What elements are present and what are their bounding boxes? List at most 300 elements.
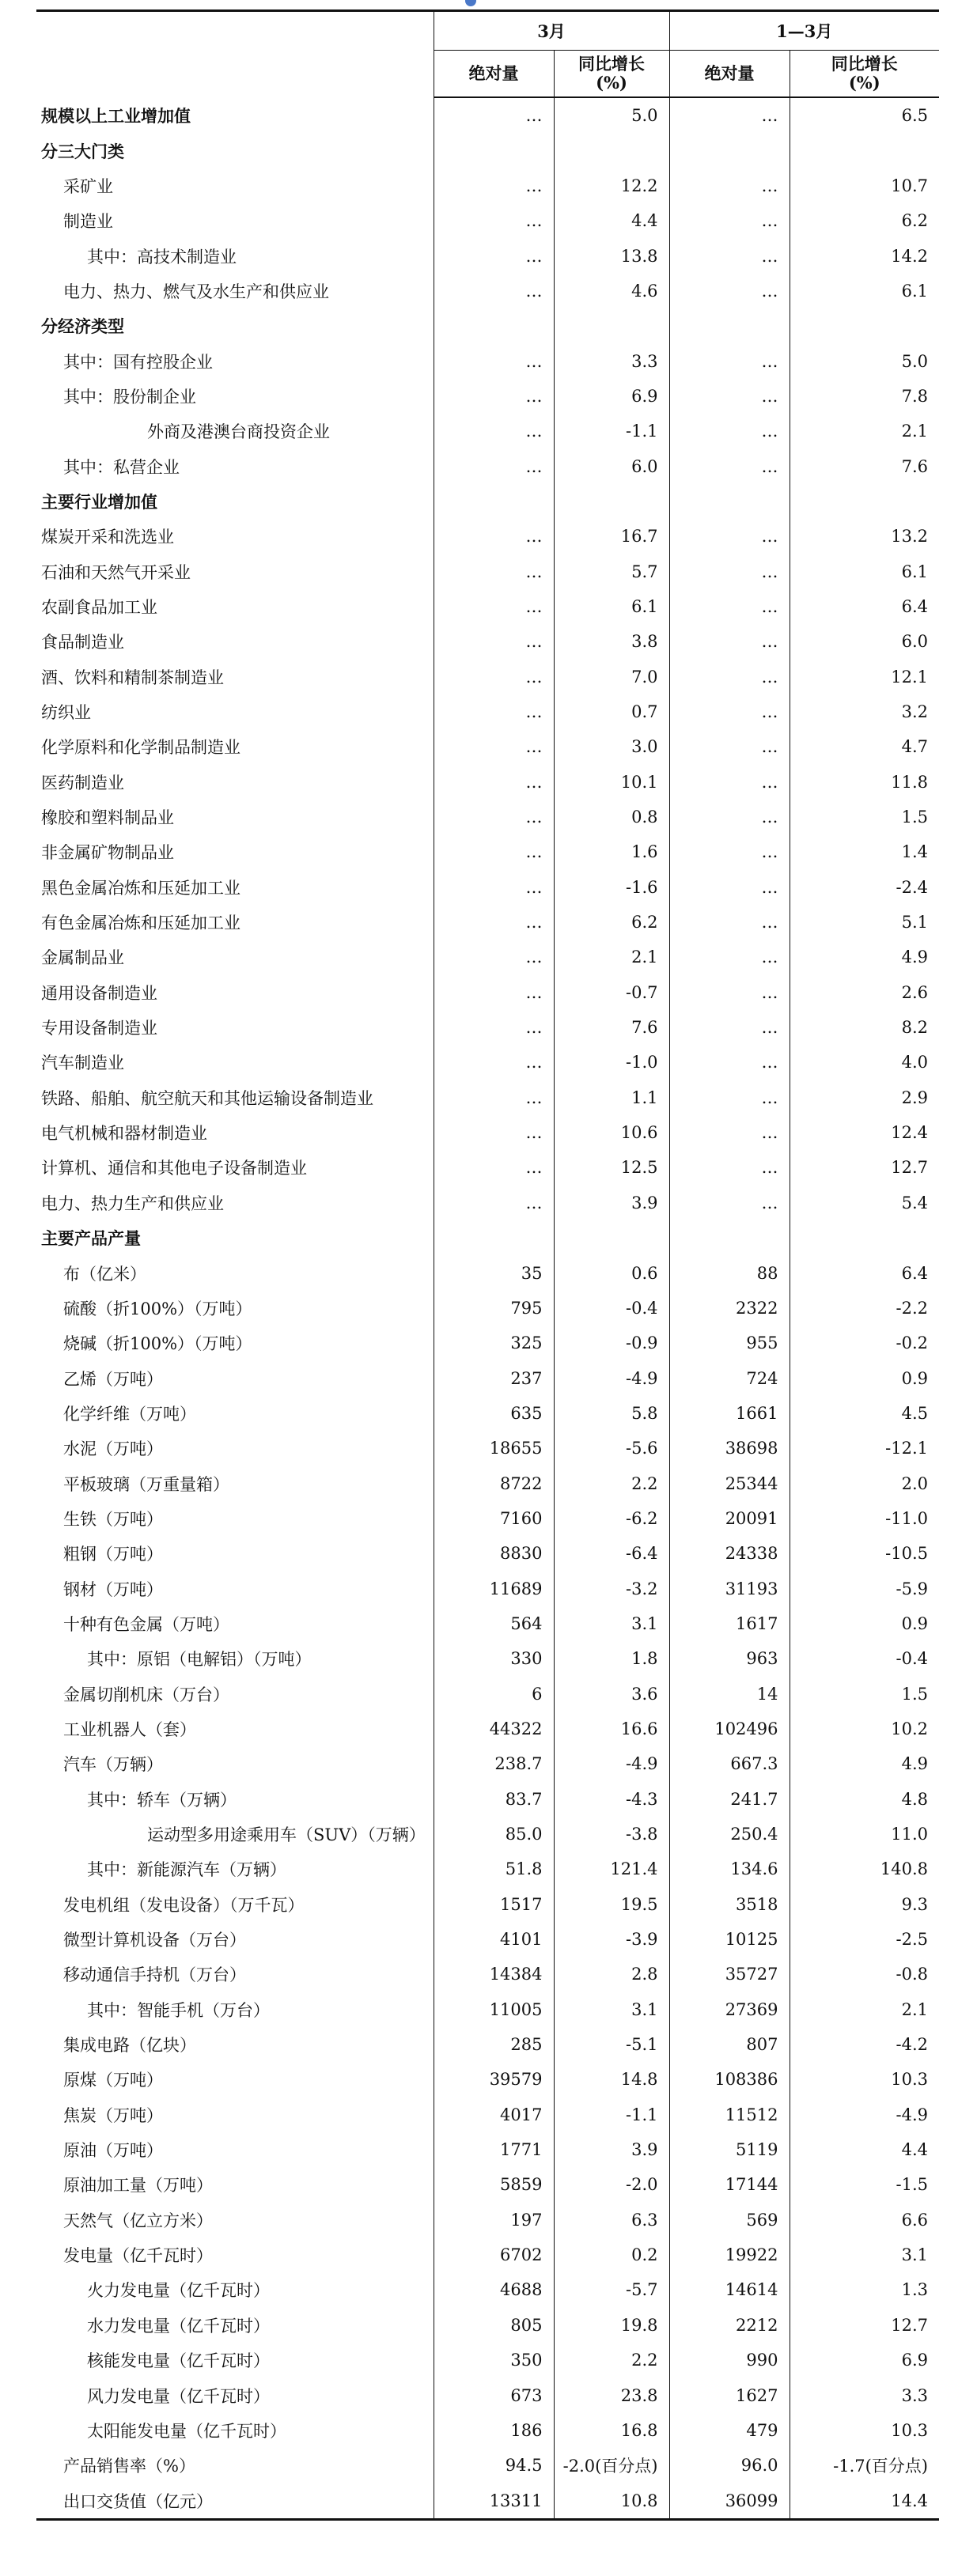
row-label: 汽车制造业 — [41, 1053, 124, 1073]
cell-janmar-growth: 6.0 — [790, 624, 939, 659]
cell-march-absolute: 8722 — [434, 1466, 554, 1500]
cell-march-growth: 16.7 — [554, 519, 669, 554]
row-label: 分三大门类 — [41, 141, 124, 161]
cell-janmar-growth: 3.3 — [790, 2377, 939, 2412]
cell-march-absolute: … — [434, 274, 554, 308]
cell-march-growth: 3.6 — [554, 1676, 669, 1711]
cell-janmar-absolute: … — [669, 168, 790, 203]
cell-march-absolute: 35 — [434, 1255, 554, 1290]
row-label: 石油和天然气开采业 — [41, 562, 191, 582]
cell-march-growth: 1.8 — [554, 1641, 669, 1676]
cell-janmar-growth: 4.5 — [790, 1396, 939, 1431]
row-label: 橡胶和塑料制品业 — [41, 808, 174, 828]
cell-march-growth: 3.1 — [554, 1992, 669, 2027]
cell-march-absolute: … — [434, 800, 554, 834]
cell-janmar-growth: 6.4 — [790, 1255, 939, 1290]
cell-march-absolute: … — [434, 940, 554, 974]
cell-janmar-growth: 10.7 — [790, 168, 939, 203]
table-row — [36, 1536, 939, 1571]
row-label: 原油（万吨） — [63, 2141, 163, 2161]
row-label: 运动型多用途乘用车（SUV）（万辆） — [147, 1825, 426, 1845]
cell-march-growth: -2.0 — [554, 2167, 669, 2202]
cell-march-growth: -4.3 — [554, 1782, 669, 1817]
cell-march-absolute: 5859 — [434, 2167, 554, 2202]
row-label: 原煤（万吨） — [63, 2071, 163, 2090]
cell-janmar-growth: 8.2 — [790, 1010, 939, 1045]
table-row — [36, 97, 939, 133]
cell-march-growth: 6.1 — [554, 589, 669, 624]
cell-janmar-growth: 6.1 — [790, 554, 939, 588]
cell-janmar-absolute: … — [669, 274, 790, 308]
cell-janmar-absolute: 27369 — [669, 1992, 790, 2027]
cell-janmar-absolute: … — [669, 448, 790, 483]
cell-janmar-growth: 14.4 — [790, 2483, 939, 2519]
table-row — [36, 975, 939, 1010]
table-row — [36, 238, 939, 273]
cell-march-growth: 10.8 — [554, 2483, 669, 2519]
cell-janmar-growth: 6.2 — [790, 203, 939, 238]
table-row — [36, 1817, 939, 1852]
row-label: 粗钢（万吨） — [63, 1545, 163, 1564]
row-label: 火力发电量（亿千瓦时） — [87, 2281, 270, 2301]
table-row — [36, 379, 939, 414]
cell-march-growth: 1.1 — [554, 1080, 669, 1115]
cell-march-growth: 3.0 — [554, 729, 669, 764]
cell-march-absolute — [434, 308, 554, 343]
cell-march-absolute: 4688 — [434, 2272, 554, 2307]
row-label: 出口交货值（亿元） — [36, 2483, 434, 2519]
cell-march-growth: 23.8 — [554, 2377, 669, 2412]
cell-march-absolute: 14384 — [434, 1957, 554, 1992]
cell-janmar-growth: -0.4 — [790, 1641, 939, 1676]
cell-march-absolute: … — [434, 694, 554, 729]
cell-march-absolute: … — [434, 1186, 554, 1220]
cell-janmar-absolute: … — [669, 1080, 790, 1115]
cell-march-growth: 3.9 — [554, 1186, 669, 1220]
table-row — [36, 1291, 939, 1326]
cell-march-absolute: 1771 — [434, 2132, 554, 2167]
cell-march-absolute: … — [434, 589, 554, 624]
row-label: 平板玻璃（万重量箱） — [63, 1474, 229, 1494]
table-row — [36, 2308, 939, 2343]
cell-march-absolute: … — [434, 905, 554, 940]
cell-march-absolute: 197 — [434, 2203, 554, 2237]
table-row — [36, 1606, 939, 1641]
table-row — [36, 1887, 939, 1922]
cell-janmar-growth: 4.7 — [790, 729, 939, 764]
cell-march-absolute: … — [434, 554, 554, 588]
table-row — [36, 905, 939, 940]
cell-janmar-absolute: 17144 — [669, 2167, 790, 2202]
cell-janmar-absolute: … — [669, 870, 790, 905]
row-label: 通用设备制造业 — [41, 983, 157, 1003]
cell-janmar-growth: 11.8 — [790, 765, 939, 800]
cell-march-growth: 10.1 — [554, 765, 669, 800]
cell-janmar-absolute: … — [669, 1045, 790, 1080]
row-label: 移动通信手持机（万台） — [63, 1965, 246, 1985]
cell-march-absolute: … — [434, 1080, 554, 1115]
cell-janmar-absolute: … — [669, 343, 790, 378]
cell-janmar-growth: 4.0 — [790, 1045, 939, 1080]
table-row — [36, 1852, 939, 1886]
row-label: 电气机械和器材制造业 — [41, 1124, 207, 1144]
cell-janmar-growth: 2.9 — [790, 1080, 939, 1115]
row-label: 主要行业增加值 — [41, 491, 157, 512]
cell-march-absolute: … — [434, 729, 554, 764]
cell-march-growth: -1.1 — [554, 414, 669, 448]
row-label: 铁路、船舶、航空航天和其他运输设备制造业 — [41, 1088, 373, 1108]
cell-janmar-growth — [790, 308, 939, 343]
table-row — [36, 1466, 939, 1500]
cell-march-absolute: … — [434, 203, 554, 238]
cell-march-growth: -0.4 — [554, 1291, 669, 1326]
cell-march-absolute: 6 — [434, 1676, 554, 1711]
cell-janmar-growth — [790, 1220, 939, 1255]
cell-march-growth: -2.0(百分点) — [554, 2448, 669, 2483]
cell-march-growth: 16.8 — [554, 2413, 669, 2448]
cell-janmar-growth: 5.1 — [790, 905, 939, 940]
row-label: 非金属矿物制品业 — [41, 843, 174, 863]
cell-march-growth: 4.6 — [554, 274, 669, 308]
cell-march-growth: -4.9 — [554, 1360, 669, 1395]
cell-janmar-absolute: … — [669, 1115, 790, 1150]
cell-march-growth: 6.3 — [554, 2203, 669, 2237]
cell-janmar-absolute: 96.0 — [669, 2448, 790, 2483]
cell-janmar-growth: 4.4 — [790, 2132, 939, 2167]
row-label: 其中：股份制企业 — [63, 387, 196, 407]
table-row — [36, 694, 939, 729]
cell-march-growth: -6.2 — [554, 1501, 669, 1536]
cell-janmar-growth — [790, 484, 939, 519]
row-label: 原油加工量（万吨） — [63, 2176, 213, 2196]
cell-march-growth: -0.9 — [554, 1326, 669, 1360]
table-row — [36, 1746, 939, 1781]
cell-march-absolute — [434, 484, 554, 519]
cell-march-growth: 3.3 — [554, 343, 669, 378]
cell-janmar-absolute: 134.6 — [669, 1852, 790, 1886]
cell-janmar-absolute: 25344 — [669, 1466, 790, 1500]
table-row — [36, 343, 939, 378]
row-label: 其中：智能手机（万台） — [87, 2000, 270, 2020]
cell-march-absolute — [434, 1220, 554, 1255]
cell-march-absolute: 85.0 — [434, 1817, 554, 1852]
row-label: 酒、饮料和精制茶制造业 — [41, 668, 224, 687]
cell-march-absolute: 13311 — [434, 2483, 554, 2519]
cell-janmar-growth: 0.9 — [790, 1360, 939, 1395]
cell-janmar-growth: 7.6 — [790, 448, 939, 483]
cell-janmar-growth: 3.1 — [790, 2237, 939, 2272]
cell-march-absolute: … — [434, 975, 554, 1010]
table-row — [36, 519, 939, 554]
header-blank — [36, 11, 434, 98]
table-row — [36, 1712, 939, 1746]
cell-march-growth: -5.1 — [554, 2027, 669, 2062]
cell-janmar-absolute: … — [669, 589, 790, 624]
table-row — [36, 1255, 939, 1290]
cell-janmar-absolute: 990 — [669, 2343, 790, 2377]
cell-march-absolute: … — [434, 343, 554, 378]
row-label: 硫酸（折100%）（万吨） — [63, 1299, 252, 1318]
cell-janmar-growth: -0.2 — [790, 1326, 939, 1360]
row-label: 分经济类型 — [41, 316, 124, 337]
cell-march-growth: -3.9 — [554, 1922, 669, 1957]
table-row — [36, 1186, 939, 1220]
cell-janmar-absolute: 38698 — [669, 1431, 790, 1466]
cell-janmar-growth: -0.8 — [790, 1957, 939, 1992]
cell-march-absolute: … — [434, 448, 554, 483]
cell-march-absolute: 94.5 — [434, 2448, 554, 2483]
cell-janmar-absolute: … — [669, 729, 790, 764]
cell-march-absolute: … — [434, 1115, 554, 1150]
header-group-march: 3月 — [434, 11, 669, 51]
row-label: 乙烯（万吨） — [63, 1369, 163, 1389]
cell-janmar-absolute: 3518 — [669, 1887, 790, 1922]
cell-march-absolute: … — [434, 97, 554, 133]
cell-janmar-absolute: … — [669, 765, 790, 800]
cell-janmar-growth: 1.4 — [790, 834, 939, 869]
cell-march-growth: 5.8 — [554, 1396, 669, 1431]
row-label: 其中：国有控股企业 — [63, 352, 213, 372]
cell-janmar-growth: -12.1 — [790, 1431, 939, 1466]
cell-janmar-absolute: 36099 — [669, 2483, 790, 2519]
cell-march-growth: 0.2 — [554, 2237, 669, 2272]
cell-march-absolute: 44322 — [434, 1712, 554, 1746]
cell-march-growth: 19.5 — [554, 1887, 669, 1922]
cell-march-absolute: … — [434, 870, 554, 905]
cell-janmar-growth: 13.2 — [790, 519, 939, 554]
cell-janmar-growth: -5.9 — [790, 1571, 939, 1606]
cell-janmar-absolute: 479 — [669, 2413, 790, 2448]
cell-janmar-growth: 4.8 — [790, 1782, 939, 1817]
cell-march-absolute: … — [434, 414, 554, 448]
cell-janmar-growth: 11.0 — [790, 1817, 939, 1852]
cell-march-absolute: … — [434, 1010, 554, 1045]
row-label: 水力发电量（亿千瓦时） — [87, 2316, 270, 2336]
cell-march-absolute: 39579 — [434, 2062, 554, 2097]
table-row — [36, 2413, 939, 2448]
table-row — [36, 800, 939, 834]
cell-march-growth: 6.2 — [554, 905, 669, 940]
table-row — [36, 1501, 939, 1536]
table-row — [36, 133, 939, 168]
row-label: 制造业 — [63, 212, 113, 232]
cell-janmar-growth: 6.6 — [790, 2203, 939, 2237]
cell-janmar-absolute: 102496 — [669, 1712, 790, 1746]
table-row — [36, 2483, 939, 2519]
row-label: 电力、热力生产和供应业 — [41, 1193, 224, 1213]
cell-janmar-absolute: … — [669, 379, 790, 414]
cell-march-absolute: … — [434, 519, 554, 554]
cell-janmar-growth: -1.7(百分点) — [790, 2448, 939, 2483]
row-label: 其中：轿车（万辆） — [87, 1790, 237, 1810]
table-row — [36, 2027, 939, 2062]
cell-march-growth: 4.4 — [554, 203, 669, 238]
cell-march-absolute: 1517 — [434, 1887, 554, 1922]
cell-janmar-absolute — [669, 308, 790, 343]
cell-march-growth: 2.2 — [554, 1466, 669, 1500]
cell-janmar-absolute: 24338 — [669, 1536, 790, 1571]
table-row — [36, 2237, 939, 2272]
table-row — [36, 1992, 939, 2027]
row-label: 主要产品产量 — [41, 1228, 141, 1249]
table-row — [36, 2343, 939, 2377]
row-label: 太阳能发电量（亿千瓦时） — [87, 2421, 286, 2441]
cell-janmar-absolute: … — [669, 834, 790, 869]
table-row — [36, 1360, 939, 1395]
cell-janmar-growth: 2.0 — [790, 1466, 939, 1500]
table-row — [36, 1010, 939, 1045]
row-label: 天然气（亿立方米） — [63, 2211, 213, 2230]
cell-march-growth: 2.8 — [554, 1957, 669, 1992]
cell-janmar-growth: 5.0 — [790, 343, 939, 378]
cell-janmar-growth: -2.4 — [790, 870, 939, 905]
cell-march-growth — [554, 308, 669, 343]
cell-janmar-growth: 2.1 — [790, 1992, 939, 2027]
cell-march-growth: 2.2 — [554, 2343, 669, 2377]
cell-march-absolute: 238.7 — [434, 1746, 554, 1781]
cell-march-absolute: 330 — [434, 1641, 554, 1676]
cell-march-absolute: 186 — [434, 2413, 554, 2448]
cell-march-growth: 121.4 — [554, 1852, 669, 1886]
row-label: 电力、热力、燃气及水生产和供应业 — [63, 282, 329, 301]
row-label: 其中：高技术制造业 — [87, 247, 237, 267]
cell-janmar-growth: 140.8 — [790, 1852, 939, 1886]
row-label: 钢材（万吨） — [63, 1579, 163, 1599]
cell-janmar-growth: 4.9 — [790, 1746, 939, 1781]
cell-janmar-absolute: 14614 — [669, 2272, 790, 2307]
table-row — [36, 624, 939, 659]
cell-march-absolute: … — [434, 379, 554, 414]
cell-janmar-absolute: 724 — [669, 1360, 790, 1395]
cell-march-growth — [554, 1220, 669, 1255]
cell-march-growth: 0.7 — [554, 694, 669, 729]
row-label: 布（亿米） — [63, 1264, 146, 1284]
cell-janmar-absolute: … — [669, 800, 790, 834]
cell-janmar-growth: 10.3 — [790, 2062, 939, 2097]
cell-janmar-growth: 14.2 — [790, 238, 939, 273]
table-row — [36, 1080, 939, 1115]
table-row — [36, 1431, 939, 1466]
cell-march-growth: 13.8 — [554, 238, 669, 273]
cell-janmar-growth: 10.3 — [790, 2413, 939, 2448]
cell-janmar-absolute: 20091 — [669, 1501, 790, 1536]
cell-march-absolute: 805 — [434, 2308, 554, 2343]
cell-march-growth: 0.8 — [554, 800, 669, 834]
cell-janmar-growth: 5.4 — [790, 1186, 939, 1220]
cell-janmar-absolute: … — [669, 97, 790, 133]
cell-janmar-absolute: 108386 — [669, 2062, 790, 2097]
cell-march-absolute: 51.8 — [434, 1852, 554, 1886]
row-label: 风力发电量（亿千瓦时） — [87, 2386, 270, 2406]
table-row — [36, 414, 939, 448]
cell-janmar-absolute: 807 — [669, 2027, 790, 2062]
cell-march-growth: -1.6 — [554, 870, 669, 905]
cell-janmar-growth: -2.5 — [790, 1922, 939, 1957]
table-row — [36, 554, 939, 588]
row-label: 十种有色金属（万吨） — [63, 1614, 229, 1634]
cell-march-growth: 14.8 — [554, 2062, 669, 2097]
cell-march-growth: 6.9 — [554, 379, 669, 414]
cell-march-absolute: 795 — [434, 1291, 554, 1326]
row-label: 产品销售率（%） — [63, 2457, 195, 2476]
cell-janmar-growth: 12.7 — [790, 2308, 939, 2343]
table-row — [36, 1115, 939, 1150]
row-label: 规模以上工业增加值 — [41, 105, 191, 126]
cell-march-growth: 7.6 — [554, 1010, 669, 1045]
cell-janmar-growth: 10.2 — [790, 1712, 939, 1746]
cell-march-growth: -0.7 — [554, 975, 669, 1010]
cell-march-growth: 3.8 — [554, 624, 669, 659]
table-row — [36, 2377, 939, 2412]
row-label: 烧碱（折100%）（万吨） — [63, 1334, 252, 1354]
cell-janmar-absolute: 5119 — [669, 2132, 790, 2167]
table-row — [36, 1922, 939, 1957]
row-label: 专用设备制造业 — [41, 1019, 157, 1038]
cell-march-growth: 5.0 — [554, 97, 669, 133]
cell-janmar-absolute: … — [669, 1010, 790, 1045]
cell-march-absolute: 325 — [434, 1326, 554, 1360]
cell-janmar-absolute: 31193 — [669, 1571, 790, 1606]
cell-janmar-growth: 6.9 — [790, 2343, 939, 2377]
cell-march-growth: -5.7 — [554, 2272, 669, 2307]
row-label: 微型计算机设备（万台） — [63, 1931, 246, 1950]
row-label: 核能发电量（亿千瓦时） — [87, 2351, 270, 2371]
cell-janmar-absolute — [669, 1220, 790, 1255]
table-row — [36, 2132, 939, 2167]
cell-janmar-absolute: … — [669, 660, 790, 694]
cell-march-absolute: 285 — [434, 2027, 554, 2062]
cell-janmar-absolute — [669, 484, 790, 519]
cell-janmar-absolute: 569 — [669, 2203, 790, 2237]
cell-janmar-growth: 7.8 — [790, 379, 939, 414]
cell-janmar-growth: 9.3 — [790, 1887, 939, 1922]
cell-march-absolute: … — [434, 765, 554, 800]
cell-march-absolute: 4017 — [434, 2097, 554, 2132]
cell-janmar-absolute: 2212 — [669, 2308, 790, 2343]
cell-janmar-growth: 4.9 — [790, 940, 939, 974]
cell-march-growth: 12.2 — [554, 168, 669, 203]
row-label: 煤炭开采和洗选业 — [41, 528, 174, 547]
cell-janmar-absolute: 2322 — [669, 1291, 790, 1326]
table-row — [36, 1571, 939, 1606]
table-row — [36, 1045, 939, 1080]
cell-march-absolute: 564 — [434, 1606, 554, 1641]
row-label: 金属切削机床（万台） — [63, 1685, 229, 1704]
cell-march-absolute: 18655 — [434, 1431, 554, 1466]
cell-march-growth: 3.9 — [554, 2132, 669, 2167]
cell-janmar-absolute: … — [669, 519, 790, 554]
cell-janmar-absolute: … — [669, 1150, 790, 1185]
row-label: 集成电路（亿块） — [63, 2036, 196, 2056]
cell-march-growth: -5.6 — [554, 1431, 669, 1466]
cell-march-absolute: … — [434, 1150, 554, 1185]
page-marker-icon — [465, 0, 476, 6]
row-label: 生铁（万吨） — [63, 1509, 163, 1529]
row-label: 农副食品加工业 — [41, 597, 157, 617]
cell-march-growth: 1.6 — [554, 834, 669, 869]
table-row — [36, 1676, 939, 1711]
cell-janmar-absolute: … — [669, 624, 790, 659]
table-row — [36, 274, 939, 308]
cell-march-growth: 19.8 — [554, 2308, 669, 2343]
row-label: 黑色金属冶炼和压延加工业 — [41, 878, 240, 898]
cell-janmar-absolute: … — [669, 554, 790, 588]
cell-janmar-growth: 3.2 — [790, 694, 939, 729]
table-row — [36, 1396, 939, 1431]
row-label: 食品制造业 — [41, 633, 124, 653]
cell-janmar-absolute: 250.4 — [669, 1817, 790, 1852]
cell-march-absolute: … — [434, 238, 554, 273]
